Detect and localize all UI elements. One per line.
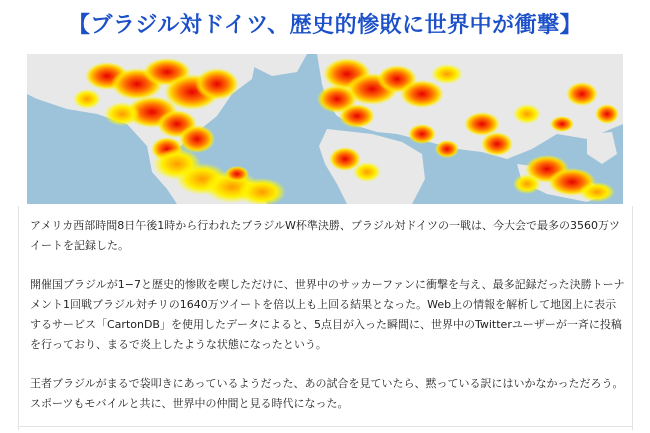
article-body <box>30 216 626 433</box>
frame-right <box>632 206 633 430</box>
world-map-image <box>27 54 623 204</box>
frame-left <box>18 206 19 430</box>
paragraph: 開催国ブラジルが1−7と歴史的惨敗を喫しただけに、世界中のサッカーファンに衝撃を与え、最多記録だった決勝トーナメント1回戦ブラジル対チリの1640万ツイートを倍以上も上回る結果となった。Web上の情報を解析して地図上に表示するサービス「CartonDB」を使用したデータによると、5点目が入った瞬間に、世界中のTwitterユーザーが一斉に投稿を行っており、まるで炎上したような状態になったという。 <box>30 278 625 351</box>
paragraph: アメリカ西部時間8日午後1時から行われたブラジルW杯準決勝、ブラジル対ドイツの一戦は、今大会で最多の3560万ツイートを記録した。 <box>30 219 620 252</box>
tweet-heat-map <box>27 54 623 204</box>
paragraph: 王者ブラジルがまるで袋叩きにあっているようだった、あの試合を見ていたら、黙っている訳にはいかなかっただろう。スポーツもモバイルと共に、世界中の仲間と見る時代になった。 <box>30 377 624 410</box>
headline: 【ブラジル対ドイツ、歴史的惨敗に世界中が衝撃】 <box>67 12 583 38</box>
